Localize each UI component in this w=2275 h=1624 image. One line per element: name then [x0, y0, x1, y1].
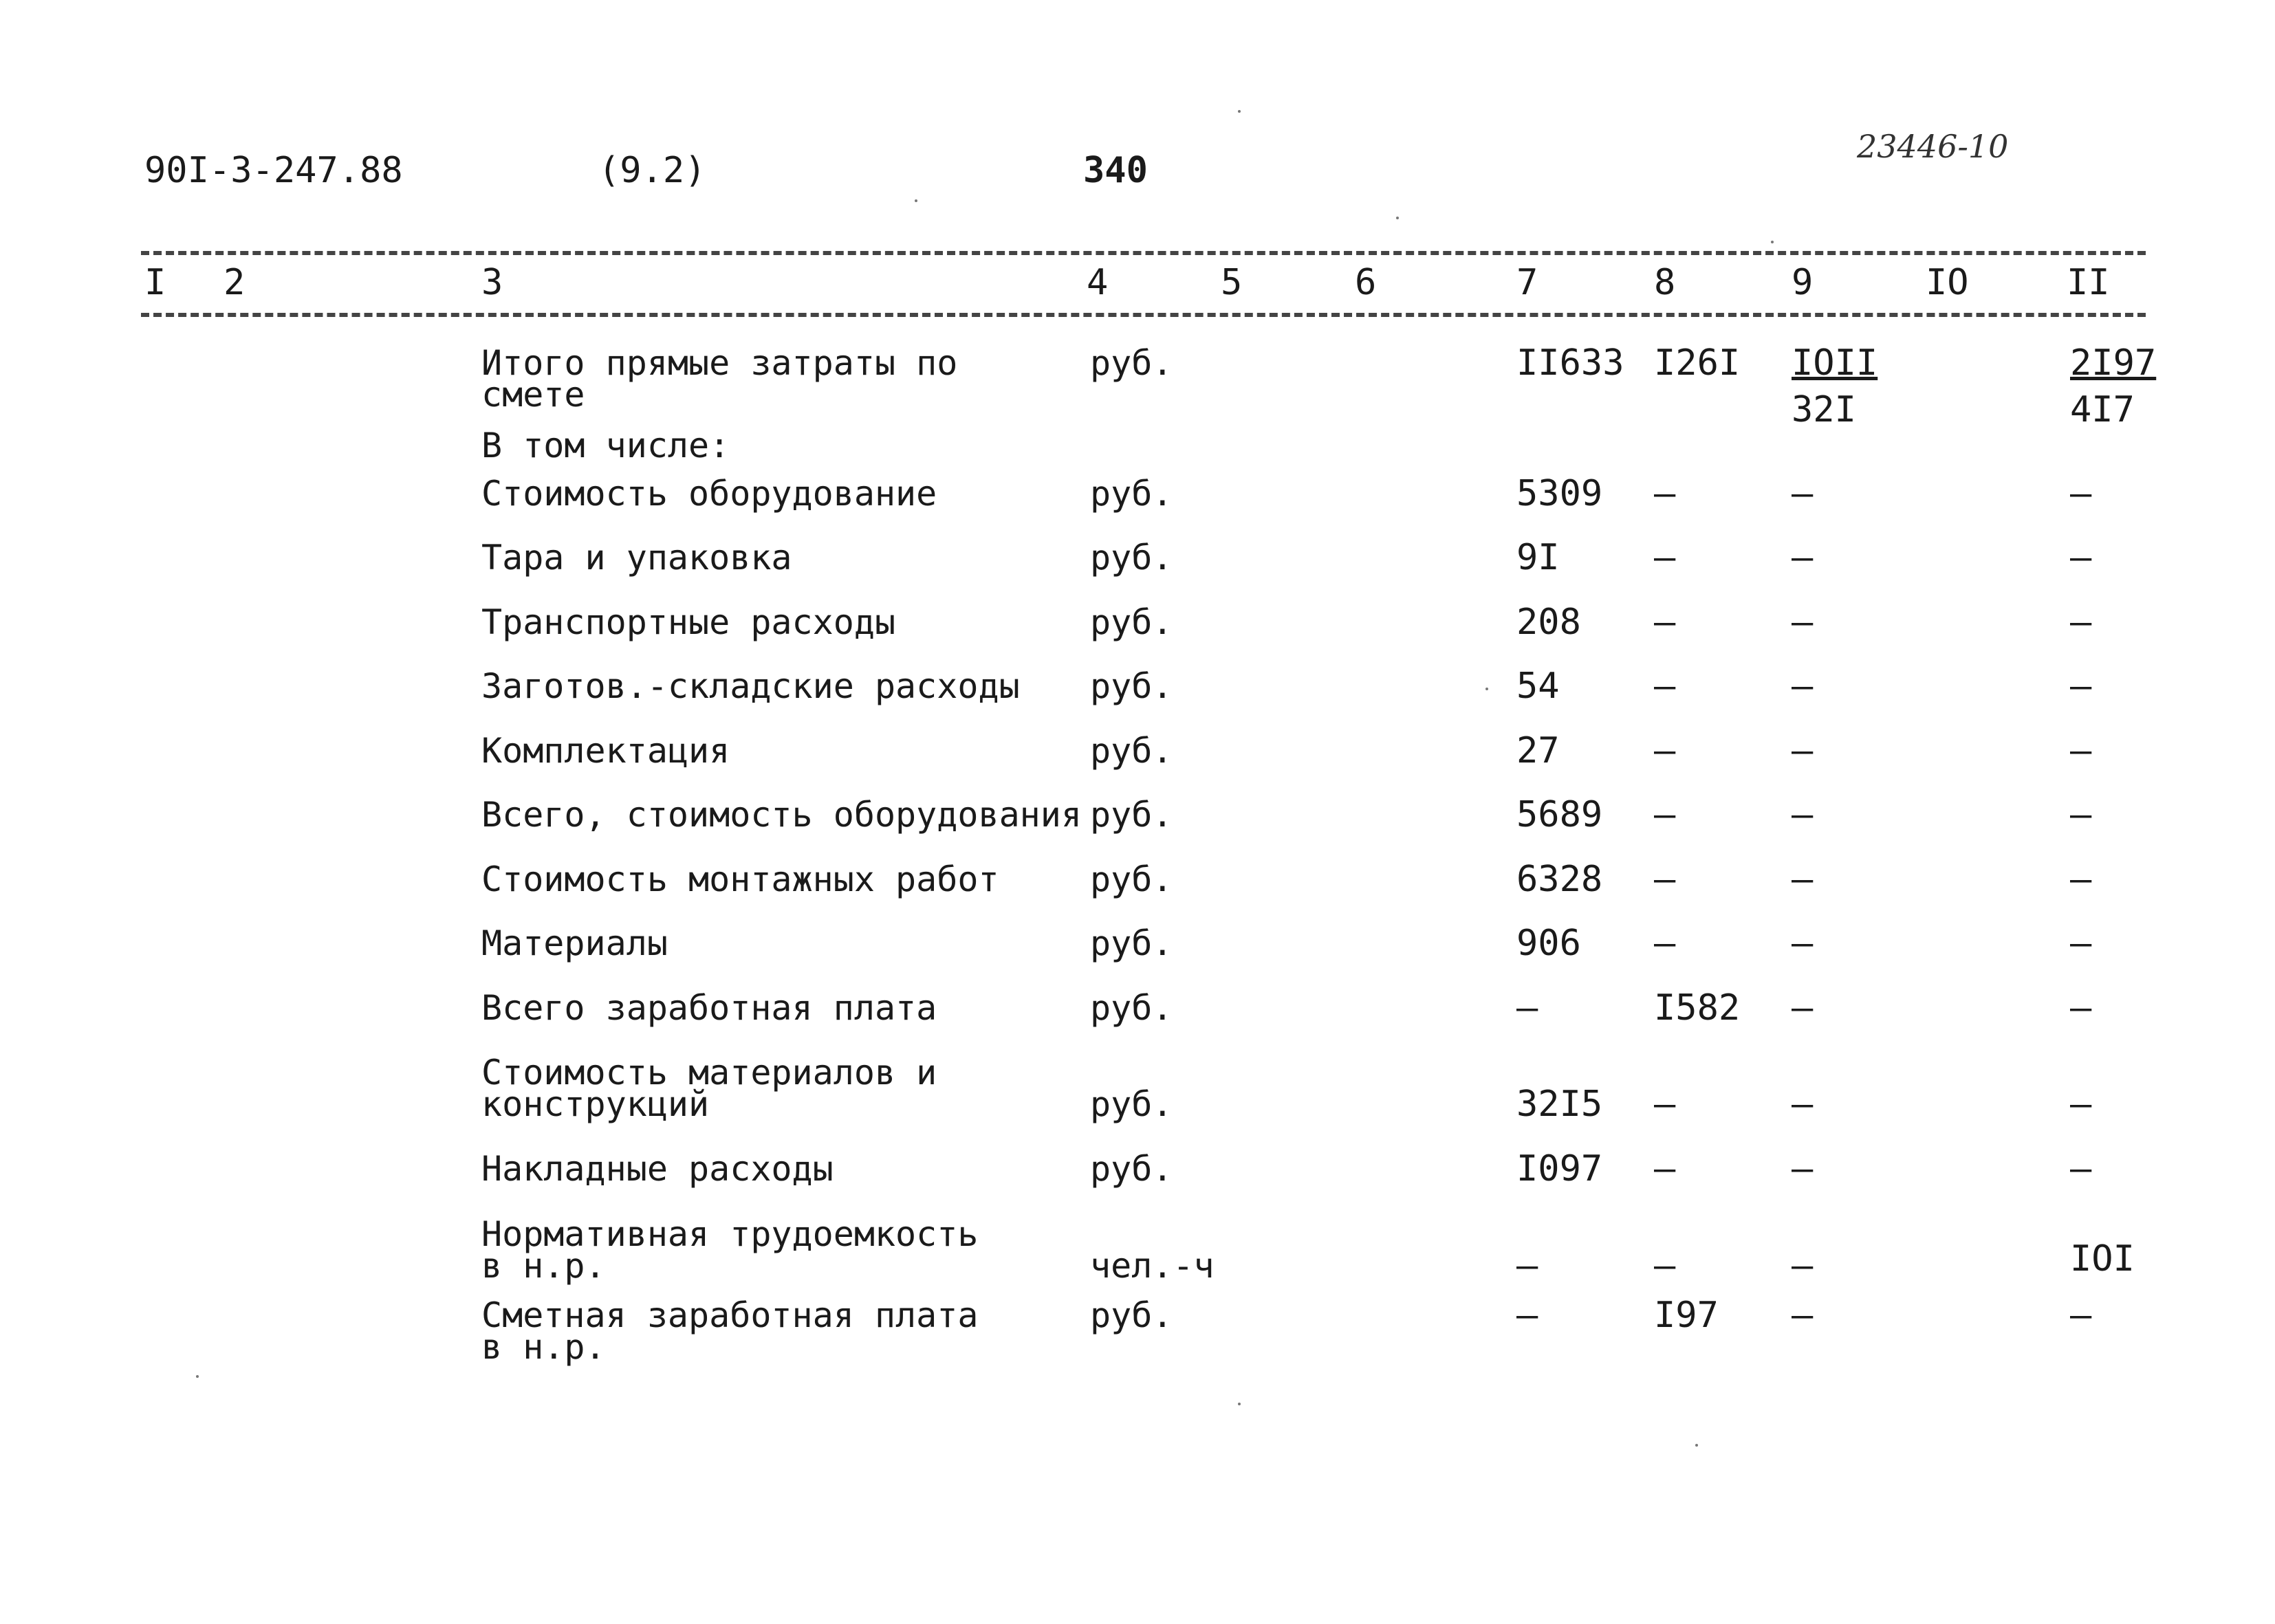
row-unit: руб. — [1090, 1149, 1173, 1189]
section-number: (9.2) — [598, 150, 706, 191]
cell-col11: – — [2070, 1084, 2092, 1125]
row-unit: руб. — [1090, 538, 1173, 578]
row-label: Тара и упаковка — [481, 538, 792, 578]
row-label: Нормативная трудоемкость — [481, 1214, 979, 1254]
cell-col8: – — [1654, 537, 1676, 578]
row-label: Стоимость материалов и — [481, 1053, 937, 1093]
cell-col9: – — [1792, 730, 1814, 771]
row-label-continued: в н.р. — [481, 1246, 606, 1286]
column-number: 2 — [224, 262, 246, 303]
cell-col11: – — [2070, 730, 2092, 771]
cell-col8: – — [1654, 1245, 1676, 1286]
cell-col9: – — [1792, 1148, 1814, 1189]
cell-col8: – — [1654, 473, 1676, 514]
column-number: 6 — [1355, 262, 1377, 303]
cell-col7: – — [1516, 1295, 1538, 1336]
cell-col11: – — [2070, 987, 2092, 1029]
cell-col11: – — [2070, 602, 2092, 643]
cell-col8: I26I — [1654, 342, 1741, 384]
cell-col11: – — [2070, 923, 2092, 964]
page-number: 340 — [1083, 150, 1148, 191]
cell-col11: IOI — [2070, 1238, 2135, 1280]
row-unit: руб. — [1090, 474, 1173, 514]
cell-col9: – — [1792, 859, 1814, 900]
scan-speck — [1695, 1444, 1698, 1447]
cell-col7: 54 — [1516, 666, 1560, 707]
column-number: 9 — [1792, 262, 1814, 303]
row-label: Транспортные расходы — [481, 602, 896, 642]
cell-col11: – — [2070, 794, 2092, 835]
cell-col7: – — [1516, 1245, 1538, 1286]
cell-col7: 9I — [1516, 537, 1560, 578]
row-label: Накладные расходы — [481, 1149, 834, 1189]
cell-col9: – — [1792, 794, 1814, 835]
row-label-continued: смете — [481, 375, 585, 415]
row-label: В том числе: — [481, 426, 730, 465]
cell-col8: I97 — [1654, 1295, 1719, 1336]
cell-col7: I097 — [1516, 1148, 1603, 1189]
cell-col8: I582 — [1654, 987, 1741, 1029]
cell-col9: IOII — [1792, 342, 1878, 384]
column-number: 3 — [481, 262, 503, 303]
cell-col11: – — [2070, 1295, 2092, 1336]
cell-col7: 6328 — [1516, 859, 1603, 900]
cell-col7: II633 — [1516, 342, 1624, 384]
cell-col11: – — [2070, 473, 2092, 514]
cell-col7: 32I5 — [1516, 1084, 1603, 1125]
row-unit: руб. — [1090, 1295, 1173, 1335]
cell-col11: 2I97 — [2070, 342, 2157, 384]
cell-col8: – — [1654, 730, 1676, 771]
cell-col9: – — [1792, 1084, 1814, 1125]
cell-col7: 906 — [1516, 923, 1581, 964]
cell-col8: – — [1654, 859, 1676, 900]
cell-col8: – — [1654, 923, 1676, 964]
scan-speck — [1771, 241, 1774, 243]
scan-speck — [915, 199, 917, 202]
cell-col9: – — [1792, 1295, 1814, 1336]
column-number: 7 — [1516, 262, 1538, 303]
row-unit: чел.-ч — [1090, 1246, 1215, 1286]
cell-col8: – — [1654, 602, 1676, 643]
cell-col11: – — [2070, 666, 2092, 707]
header-top-rule — [141, 251, 2146, 255]
doc-code: 90I-3-247.88 — [144, 150, 403, 191]
row-unit: руб. — [1090, 795, 1173, 835]
column-number: 8 — [1654, 262, 1676, 303]
scan-speck — [1238, 110, 1241, 113]
cell-col7: – — [1516, 987, 1538, 1029]
row-label: Стоимость оборудование — [481, 474, 937, 514]
column-number: 5 — [1221, 262, 1243, 303]
cell-col9: – — [1792, 537, 1814, 578]
row-unit: руб. — [1090, 923, 1173, 963]
row-unit: руб. — [1090, 1084, 1173, 1124]
scan-speck — [196, 1375, 199, 1378]
cell-col7: 27 — [1516, 730, 1560, 771]
handwritten-number: 23446-10 — [1857, 128, 2009, 165]
row-unit: руб. — [1090, 988, 1173, 1028]
cell-col8: – — [1654, 794, 1676, 835]
row-label: Итого прямые затраты по — [481, 343, 958, 383]
row-unit: руб. — [1090, 859, 1173, 899]
row-label: Всего заработная плата — [481, 988, 937, 1028]
column-number: IO — [1926, 262, 1969, 303]
cell-col9: – — [1792, 923, 1814, 964]
cell-col9: – — [1792, 666, 1814, 707]
cell-col7: 5689 — [1516, 794, 1603, 835]
cell-col7: 5309 — [1516, 473, 1603, 514]
row-label: Всего, стоимость оборудования — [481, 795, 1082, 835]
cell-col11-sub: 4I7 — [2070, 389, 2135, 430]
header-bottom-rule — [141, 313, 2146, 317]
cell-col8: – — [1654, 666, 1676, 707]
row-unit: руб. — [1090, 343, 1173, 383]
cell-col9-sub: 32I — [1792, 389, 1856, 430]
cell-col9: – — [1792, 602, 1814, 643]
cell-col8: – — [1654, 1084, 1676, 1125]
row-label: Материалы — [481, 923, 668, 963]
cell-col11: – — [2070, 537, 2092, 578]
column-number: 4 — [1087, 262, 1109, 303]
cell-col9: – — [1792, 987, 1814, 1029]
row-label: Комплектация — [481, 731, 730, 771]
cell-col11: – — [2070, 859, 2092, 900]
column-number: I — [144, 262, 166, 303]
cell-col9: – — [1792, 473, 1814, 514]
cell-col11: – — [2070, 1148, 2092, 1189]
row-label-continued: конструкций — [481, 1084, 710, 1124]
scan-speck — [1238, 1403, 1241, 1405]
cell-col8: – — [1654, 1148, 1676, 1189]
column-number: II — [2067, 262, 2110, 303]
row-unit: руб. — [1090, 666, 1173, 706]
scan-speck — [1485, 688, 1488, 690]
scan-speck — [1396, 217, 1399, 219]
cell-col9: – — [1792, 1245, 1814, 1286]
row-label: Стоимость монтажных работ — [481, 859, 999, 899]
row-label: Сметная заработная плата — [481, 1295, 979, 1335]
row-label: Заготов.-складские расходы — [481, 666, 1020, 706]
row-unit: руб. — [1090, 602, 1173, 642]
row-label-continued: в н.р. — [481, 1327, 606, 1367]
cell-col7: 208 — [1516, 602, 1581, 643]
row-unit: руб. — [1090, 731, 1173, 771]
